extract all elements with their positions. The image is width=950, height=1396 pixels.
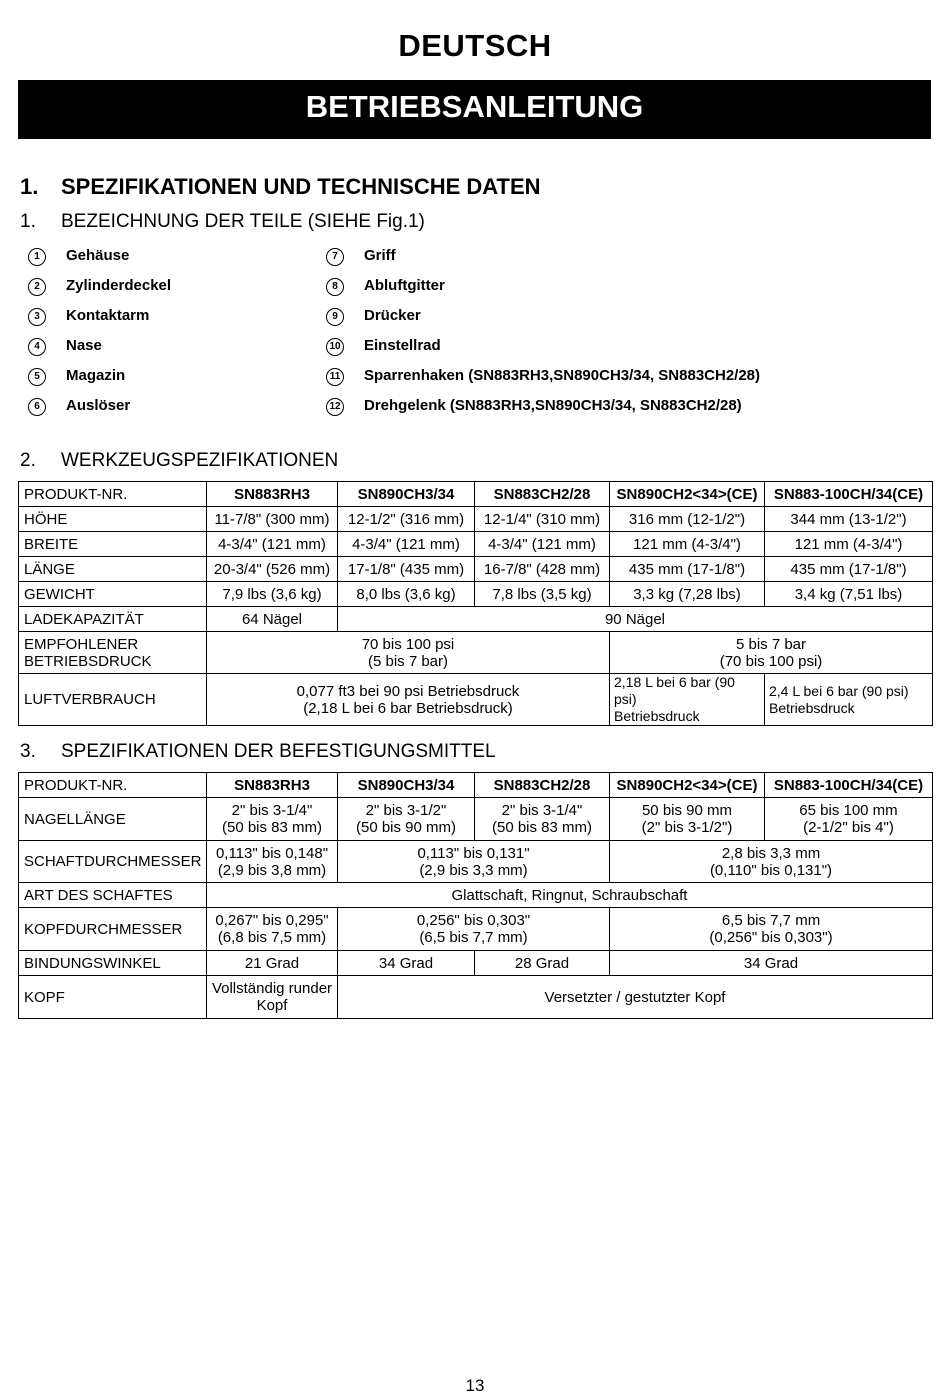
section-1-title: SPEZIFIKATIONEN UND TECHNISCHE DATEN <box>61 174 541 199</box>
table-cell: 3,4 kg (7,51 lbs) <box>765 582 933 607</box>
row-label: KOPFDURCHMESSER <box>19 908 207 951</box>
part-label: Kontaktarm <box>66 307 150 324</box>
cell-line: (70 bis 100 psi) <box>719 652 823 670</box>
cell-line: 0,256" bis 0,303" <box>416 912 531 929</box>
part-number-badge: 2 <box>28 278 46 296</box>
part-item <box>28 337 102 356</box>
table-header-row <box>19 773 933 798</box>
fastener-spec-table <box>18 772 933 1019</box>
cell-line: (6,5 bis 7,7 mm) <box>419 929 528 946</box>
part-label: Gehäuse <box>66 247 130 264</box>
table-header-cell: SN890CH2<34>(CE) <box>610 773 765 798</box>
section-2-title: WERKZEUGSPEZIFIKATIONEN <box>61 450 339 471</box>
cell-line: 5 bis 7 bar <box>735 635 807 653</box>
part-label: Drehgelenk (SN883RH3,SN890CH3/34, SN883CH2/28) <box>364 397 742 414</box>
cell-line: (50 bis 83 mm) <box>491 819 593 836</box>
cell-line: 0,267" bis 0,295" <box>215 912 329 929</box>
table-row <box>19 951 933 976</box>
cell-line: 65 bis 100 mm <box>799 802 898 819</box>
row-label-line: EMPFOHLENER <box>24 635 139 653</box>
cell-line: 6,5 bis 7,7 mm <box>721 912 821 929</box>
manual-banner: BETRIEBSANLEITUNG <box>18 80 931 139</box>
parts-heading-title: BEZEICHNUNG DER TEILE (SIEHE Fig.1) <box>61 211 425 232</box>
table-cell <box>207 908 338 951</box>
table-header-cell: SN883-100CH/34(CE) <box>765 482 933 507</box>
table-header-cell: SN883-100CH/34(CE) <box>765 773 933 798</box>
table-header-cell: PRODUKT-NR. <box>19 773 207 798</box>
cell-line: 2,18 L bei 6 bar (90 psi) <box>614 674 735 707</box>
table-cell <box>207 798 338 841</box>
section-3-number: 3. <box>20 741 36 762</box>
row-label: LUFTVERBRAUCH <box>19 674 207 726</box>
section-3-heading <box>20 741 496 763</box>
part-number-badge: 6 <box>28 398 46 416</box>
table-cell: 7,9 lbs (3,6 kg) <box>207 582 338 607</box>
table-cell: 435 mm (17-1/8") <box>765 557 933 582</box>
table-cell <box>207 674 610 726</box>
table-row <box>19 798 933 841</box>
table-row <box>19 632 933 674</box>
tool-spec-table <box>18 481 933 726</box>
part-item <box>326 397 742 416</box>
cell-line: 0,077 ft3 bei 90 psi Betriebsdruck <box>296 682 520 700</box>
table-row <box>19 976 933 1019</box>
table-header-cell: SN883RH3 <box>207 482 338 507</box>
cell-line: Kopf <box>256 997 288 1014</box>
table-cell: 4-3/4" (121 mm) <box>338 532 475 557</box>
part-label: Magazin <box>66 367 126 384</box>
table-cell: 4-3/4" (121 mm) <box>207 532 338 557</box>
part-number-badge: 1 <box>28 248 46 266</box>
part-item <box>28 247 129 266</box>
row-label: BINDUNGSWINKEL <box>19 951 207 976</box>
table-header-cell: SN890CH3/34 <box>338 773 475 798</box>
part-number-badge: 9 <box>326 308 344 326</box>
cell-line: (50 bis 90 mm) <box>355 819 457 836</box>
cell-line: (2,9 bis 3,3 mm) <box>419 861 528 879</box>
cell-line: (0,256" bis 0,303") <box>709 929 833 946</box>
part-number-badge: 4 <box>28 338 46 356</box>
table-row <box>19 532 933 557</box>
cell-line: 2" bis 3-1/4" <box>501 802 583 819</box>
parts-heading-number: 1. <box>20 211 36 232</box>
section-3-title: SPEZIFIKATIONEN DER BEFESTIGUNGSMITTEL <box>61 741 496 762</box>
part-item <box>326 307 421 326</box>
table-cell <box>610 841 933 883</box>
cell-line: (2,9 bis 3,8 mm) <box>217 861 327 879</box>
table-cell <box>610 908 933 951</box>
part-label: Sparrenhaken (SN883RH3,SN890CH3/34, SN883CH2/28) <box>364 367 761 384</box>
table-header-cell: PRODUKT-NR. <box>19 482 207 507</box>
part-item <box>326 337 441 356</box>
row-label: KOPF <box>19 976 207 1019</box>
table-cell: 3,3 kg (7,28 lbs) <box>610 582 765 607</box>
table-header-cell: SN883CH2/28 <box>475 482 610 507</box>
row-label: BREITE <box>19 532 207 557</box>
table-cell <box>610 674 765 726</box>
table-cell: 20-3/4" (526 mm) <box>207 557 338 582</box>
table-cell: 7,8 lbs (3,5 kg) <box>475 582 610 607</box>
table-cell: 34 Grad <box>610 951 933 976</box>
row-label: NAGELLÄNGE <box>19 798 207 841</box>
table-header-cell: SN890CH2<34>(CE) <box>610 482 765 507</box>
cell-line: 2" bis 3-1/2" <box>365 802 447 819</box>
table-cell: Versetzter / gestutzter Kopf <box>338 976 933 1019</box>
table-header-row <box>19 482 933 507</box>
table-row <box>19 582 933 607</box>
table-cell <box>338 908 610 951</box>
table-cell: 16-7/8" (428 mm) <box>475 557 610 582</box>
row-label: LADEKAPAZITÄT <box>19 607 207 632</box>
cell-line: (2,18 L bei 6 bar Betriebsdruck) <box>303 699 513 717</box>
part-item <box>326 247 396 266</box>
part-number-badge: 8 <box>326 278 344 296</box>
cell-line: 2" bis 3-1/4" <box>231 802 313 819</box>
cell-line: (2-1/2" bis 4") <box>803 819 894 836</box>
part-label: Abluftgitter <box>364 277 445 294</box>
row-label-line: BETRIEBSDRUCK <box>24 652 152 670</box>
section-1-number: 1. <box>20 174 39 199</box>
row-label: GEWICHT <box>19 582 207 607</box>
table-cell <box>610 632 933 674</box>
table-row <box>19 908 933 951</box>
parts-heading <box>20 211 425 233</box>
section-1-heading <box>20 174 541 200</box>
table-cell <box>338 798 475 841</box>
cell-line: 2,4 L bei 6 bar (90 psi) <box>769 682 909 699</box>
part-label: Zylinderdeckel <box>66 277 172 294</box>
cell-line: (2" bis 3-1/2") <box>641 819 733 836</box>
part-label: Griff <box>364 247 396 264</box>
cell-line: 0,113" bis 0,131" <box>417 844 530 862</box>
table-cell: 12-1/2" (316 mm) <box>338 507 475 532</box>
table-row <box>19 507 933 532</box>
part-number-badge: 10 <box>326 338 344 356</box>
part-number-badge: 3 <box>28 308 46 326</box>
table-cell: 34 Grad <box>338 951 475 976</box>
table-header-cell: SN890CH3/34 <box>338 482 475 507</box>
table-cell <box>610 798 765 841</box>
cell-line: 0,113" bis 0,148" <box>215 844 329 862</box>
cell-line: (6,8 bis 7,5 mm) <box>217 929 327 946</box>
table-row <box>19 841 933 883</box>
table-cell <box>475 798 610 841</box>
table-cell <box>207 632 610 674</box>
table-header-cell: SN883CH2/28 <box>475 773 610 798</box>
part-item <box>326 367 760 386</box>
part-number-badge: 7 <box>326 248 344 266</box>
part-item <box>28 277 171 296</box>
part-item <box>28 307 149 326</box>
cell-line: Betriebsdruck <box>614 708 700 724</box>
table-cell: 344 mm (13-1/2") <box>765 507 933 532</box>
table-row <box>19 674 933 726</box>
cell-line: 50 bis 90 mm <box>641 802 733 819</box>
page-number: 13 <box>465 1376 485 1395</box>
section-2-heading <box>20 450 338 472</box>
table-cell: Glattschaft, Ringnut, Schraubschaft <box>207 883 933 908</box>
cell-line: (0,110" bis 0,131") <box>709 861 833 879</box>
table-cell: 8,0 lbs (3,6 kg) <box>338 582 475 607</box>
table-cell <box>765 674 933 726</box>
table-row <box>19 607 933 632</box>
row-label: SCHAFTDURCHMESSER <box>19 841 207 883</box>
table-cell: 12-1/4" (310 mm) <box>475 507 610 532</box>
table-cell <box>207 841 338 883</box>
row-label: LÄNGE <box>19 557 207 582</box>
part-item <box>28 397 130 416</box>
table-cell: 21 Grad <box>207 951 338 976</box>
section-2-number: 2. <box>20 450 36 471</box>
cell-line: 2,8 bis 3,3 mm <box>721 844 821 862</box>
part-number-badge: 12 <box>326 398 344 416</box>
cell-line: 70 bis 100 psi <box>361 635 455 653</box>
table-row <box>19 883 933 908</box>
cell-line: (50 bis 83 mm) <box>221 819 323 836</box>
language-heading: DEUTSCH <box>398 28 552 63</box>
table-cell <box>765 798 933 841</box>
row-label <box>19 632 207 674</box>
table-cell: 316 mm (12-1/2") <box>610 507 765 532</box>
table-cell: 11-7/8" (300 mm) <box>207 507 338 532</box>
part-number-badge: 5 <box>28 368 46 386</box>
row-label: ART DES SCHAFTES <box>19 883 207 908</box>
table-cell: 17-1/8" (435 mm) <box>338 557 475 582</box>
table-cell: 4-3/4" (121 mm) <box>475 532 610 557</box>
row-label: HÖHE <box>19 507 207 532</box>
cell-line: Betriebsdruck <box>769 699 855 716</box>
table-row <box>19 557 933 582</box>
part-item <box>28 367 125 386</box>
table-cell: 121 mm (4-3/4") <box>765 532 933 557</box>
table-cell <box>207 976 338 1019</box>
part-number-badge: 11 <box>326 368 344 386</box>
table-header-cell: SN883RH3 <box>207 773 338 798</box>
part-label: Einstellrad <box>364 337 441 354</box>
cell-line: Vollständig runder <box>211 980 333 997</box>
table-cell: 64 Nägel <box>207 607 338 632</box>
part-label: Auslöser <box>66 397 131 414</box>
table-cell: 435 mm (17-1/8") <box>610 557 765 582</box>
part-item <box>326 277 445 296</box>
table-cell: 121 mm (4-3/4") <box>610 532 765 557</box>
table-cell <box>338 841 610 883</box>
cell-line: (5 bis 7 bar) <box>367 652 449 670</box>
part-label: Nase <box>66 337 102 354</box>
table-cell: 28 Grad <box>475 951 610 976</box>
part-label: Drücker <box>364 307 421 324</box>
table-cell: 90 Nägel <box>338 607 933 632</box>
